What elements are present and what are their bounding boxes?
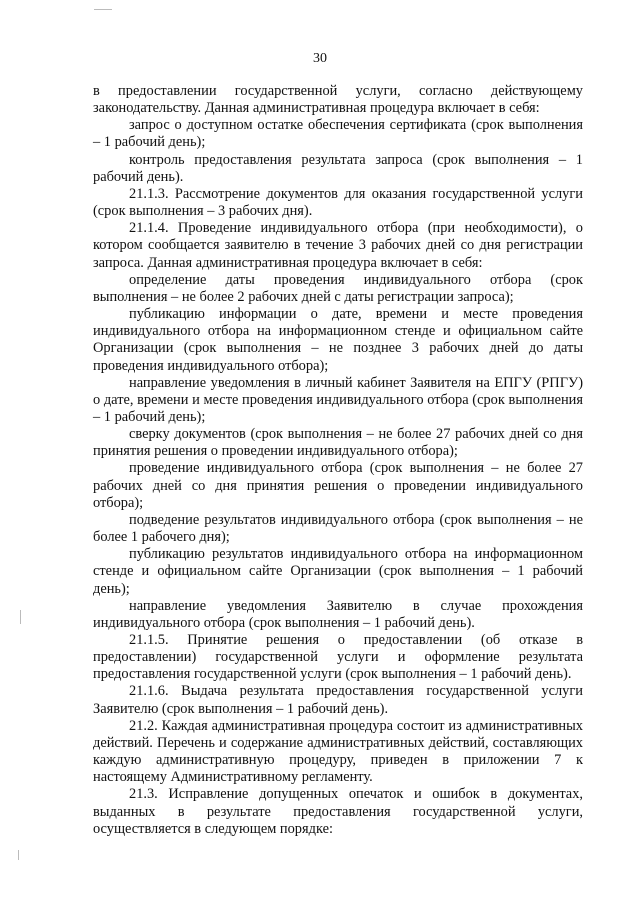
paragraph: публикацию результатов индивидуального отбора на информационном стенде и официальном сайте Организации (срок выполнения – 1 рабочий день);	[93, 546, 583, 597]
paragraph: 21.1.6. Выдача результата предоставления государственной услуги Заявителю (срок выполнения – 1 рабочий день).	[93, 683, 583, 717]
paragraph: 21.1.3. Рассмотрение документов для оказания государственной услуги (срок выполнения – 3 рабочих дня).	[93, 185, 583, 220]
paragraph: запрос о доступном остатке обеспечения сертификата (срок выполнения – 1 рабочий день);	[93, 117, 583, 151]
paragraph: 21.1.5. Принятие решения о предоставлении (об отказе в предоставлении) государственной услуги и оформление результата предоставления государственной услуги (срок выполнения – 1 рабочий день).	[93, 632, 583, 683]
scan-mark	[94, 9, 112, 10]
paragraph: контроль предоставления результата запроса (срок выполнения – 1 рабочий день).	[93, 151, 583, 185]
paragraph: подведение результатов индивидуального отбора (срок выполнения – не более 1 рабочего дня);	[93, 511, 583, 546]
page-number: 30	[313, 51, 327, 66]
paragraph: направление уведомления в личный кабинет Заявителя на ЕПГУ (РПГУ) о дате, времени и месте проведения индивидуального отбора (срок выполнения – 1 рабочий день);	[93, 374, 583, 425]
scan-mark	[18, 850, 19, 860]
paragraph: 21.1.4. Проведение индивидуального отбора (при необходимости), о котором сообщается заявителю в течение 3 рабочих дней со дня регистрации запроса. Данная административная процедура включает в себя:	[93, 220, 583, 271]
paragraph: 21.2. Каждая административная процедура состоит из административных действий. Перечень и содержание административных действий, составляющих каждую административную процедуру, приведен в приложении 7 к настоящему Административному регламенту.	[93, 717, 583, 786]
paragraph: сверку документов (срок выполнения – не более 27 рабочих дней со дня принятия решения о проведении индивидуального отбора);	[93, 426, 583, 460]
paragraph: определение даты проведения индивидуального отбора (срок выполнения – не более 2 рабочих дней с даты регистрации запроса);	[93, 271, 583, 305]
scan-mark	[20, 610, 21, 624]
paragraph: публикацию информации о дате, времени и месте проведения индивидуального отбора на информационном стенде и официальном сайте Организации (срок выполнения – не позднее 3 рабочих дней до даты проведения индивидуального отбора);	[93, 306, 583, 374]
body-text	[93, 83, 583, 838]
paragraph: 21.3. Исправление допущенных опечаток и ошибок в документах, выданных в результате предоставления государственной услуги, осуществляется в следующем порядке:	[93, 786, 583, 837]
paragraph: направление уведомления Заявителю в случае прохождения индивидуального отбора (срок выполнения – 1 рабочий день).	[93, 597, 583, 631]
paragraph: проведение индивидуального отбора (срок выполнения – не более 27 рабочих дней со дня принятия решения о проведении индивидуального отбора);	[93, 460, 583, 511]
paragraph: в предоставлении государственной услуги, согласно действующему законодательству. Данная административная процедура включает в себя:	[93, 83, 583, 117]
